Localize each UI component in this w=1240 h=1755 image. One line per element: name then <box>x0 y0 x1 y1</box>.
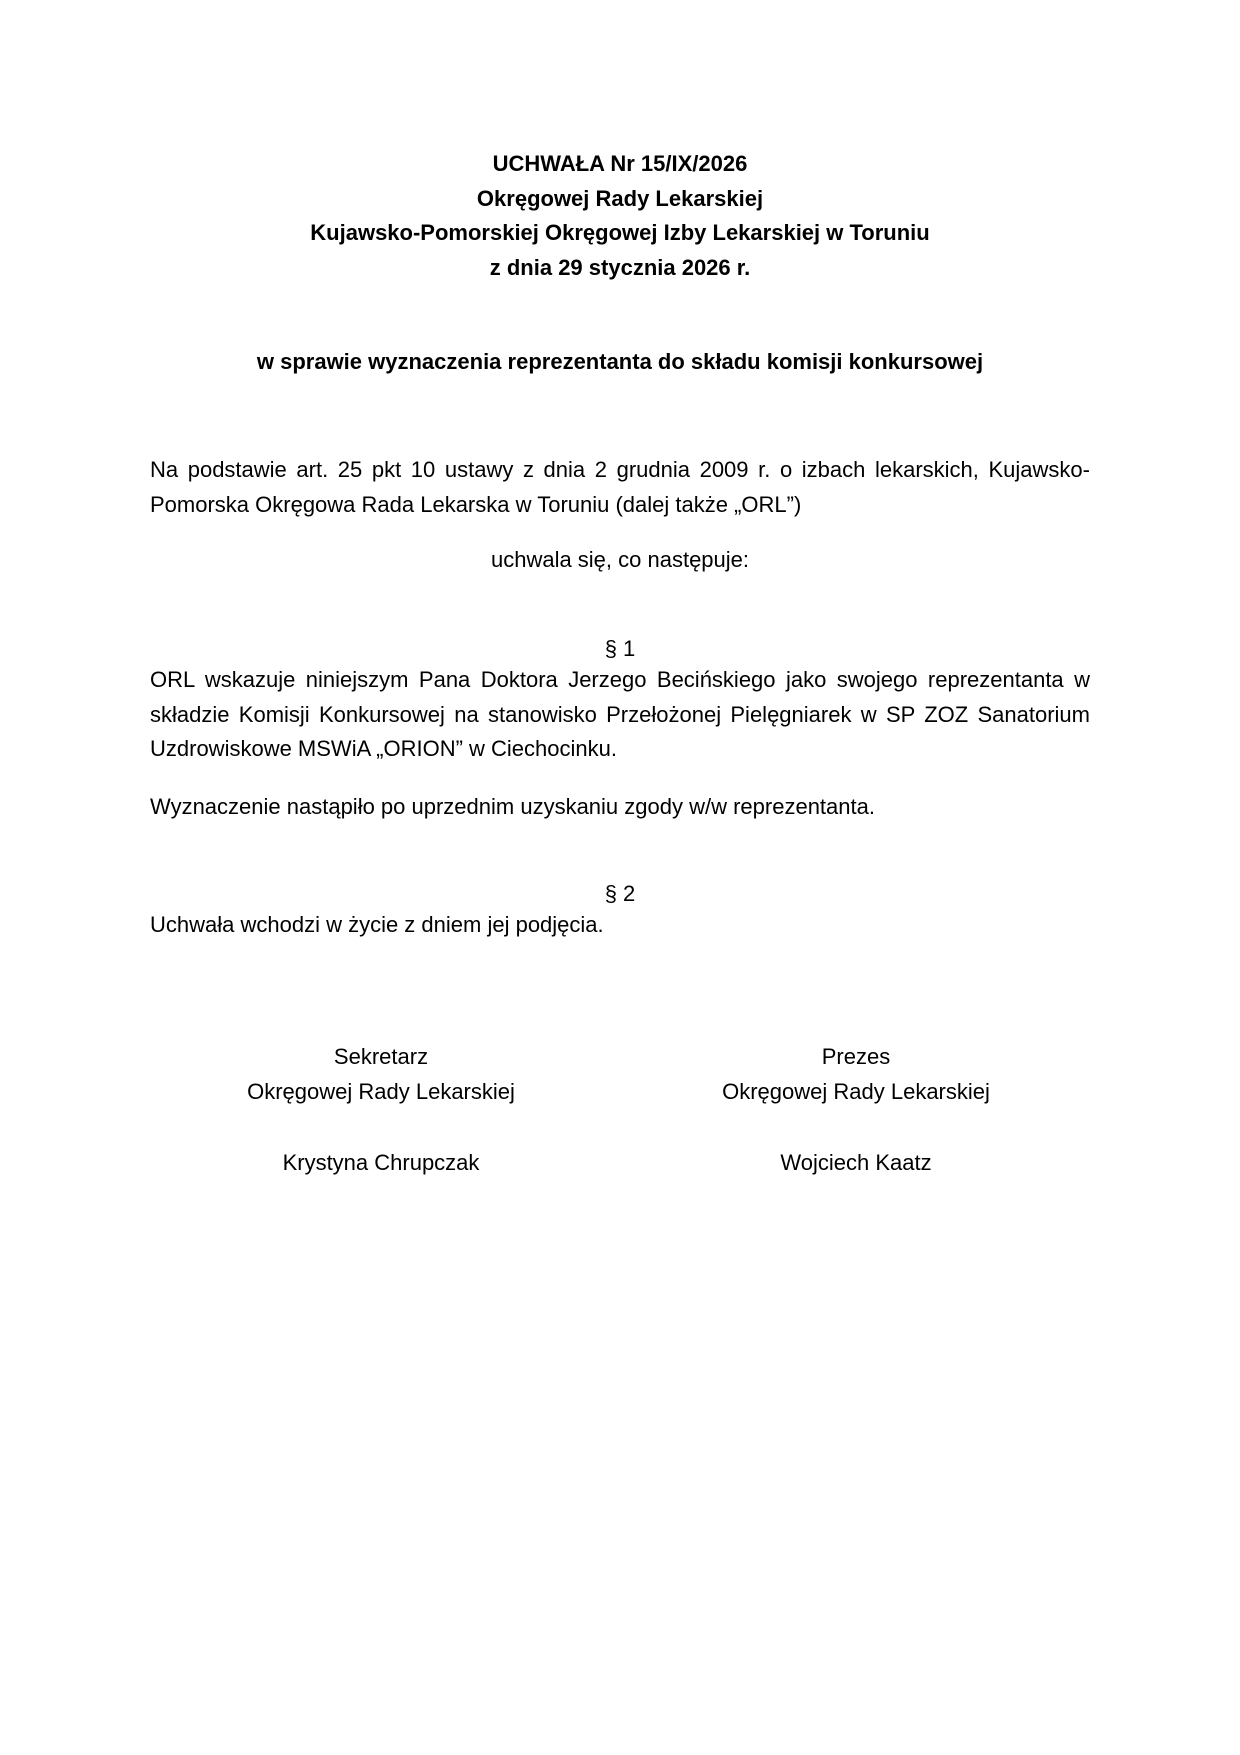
section-1-text: ORL wskazuje niniejszym Pana Doktora Jerzego Becińskiego jako swojego reprezentanta w składzie Komisji Konkursowej na stanowisko Przełożonej Pielęgniarek w SP ZOZ Sanatorium Uzdrowiskowe MSWiA „ORION” w Ciechocinku. <box>150 667 1090 761</box>
section-1-note: Wyznaczenie nastąpiło po uprzednim uzyskaniu zgody w/w reprezentanta. <box>150 794 875 819</box>
signature-role: Prezes <box>821 1044 891 1069</box>
resolution-subject: w sprawie wyznaczenia reprezentanta do składu komisji konkursowej <box>256 349 984 374</box>
resolves-line: uchwala się, co następuje: <box>490 547 750 572</box>
section-2-heading: § 2 <box>604 881 636 906</box>
signature-name: Wojciech Kaatz <box>780 1150 932 1175</box>
signature-body: Okręgowej Rady Lekarskiej <box>247 1079 515 1104</box>
preamble: Na podstawie art. 25 pkt 10 ustawy z dnia 2 grudnia 2009 r. o izbach lekarskich, Kujawsko-Pomorska Okręgowa Rada Lekarska w Toruniu (dalej także „ORL”) <box>150 457 1090 517</box>
resolution-date: z dnia 29 stycznia 2026 r. <box>489 254 751 280</box>
section-2-text: Uchwała wchodzi w życie z dniem jej podjęcia. <box>150 912 604 937</box>
resolution-header <box>150 147 1090 285</box>
signature-role: Sekretarz <box>333 1044 429 1069</box>
signature-name: Krystyna Chrupczak <box>282 1150 480 1175</box>
chamber-name: Kujawsko-Pomorskiej Okręgowej Izby Lekarskiej w Toruniu <box>310 220 930 245</box>
issuing-body: Okręgowej Rady Lekarskiej <box>476 185 764 211</box>
signature-president <box>666 1039 1046 1180</box>
resolution-number: UCHWAŁA Nr 15/IX/2026 <box>492 151 748 176</box>
signature-body: Okręgowej Rady Lekarskiej <box>722 1079 990 1104</box>
signature-secretary <box>191 1039 571 1180</box>
section-1-heading: § 1 <box>604 636 636 661</box>
